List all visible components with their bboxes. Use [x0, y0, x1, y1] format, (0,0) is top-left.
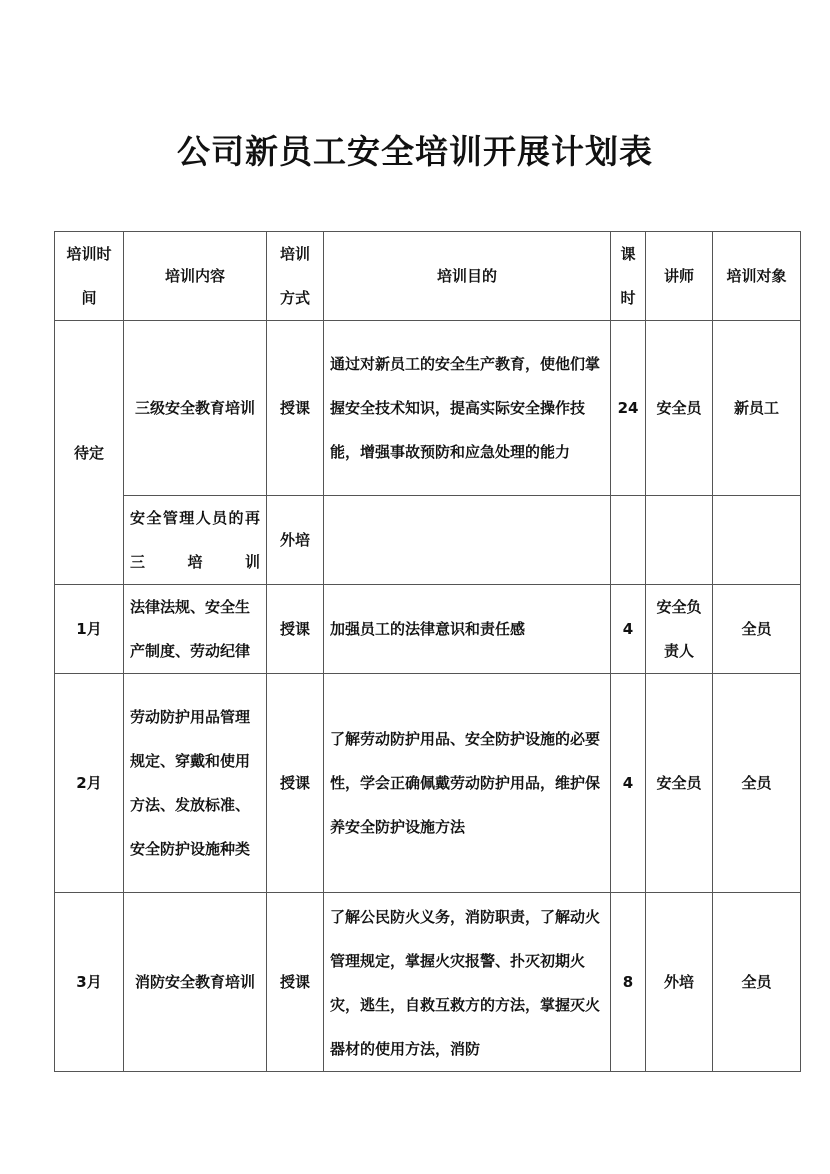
cell-audience: 全员 [713, 674, 801, 893]
cell-audience: 全员 [713, 585, 801, 674]
cell-time: 待定 [55, 321, 124, 585]
header-method: 培训方式 [267, 232, 324, 321]
cell-hours: 24 [611, 321, 646, 496]
cell-content: 三级安全教育培训 [124, 321, 267, 496]
header-audience: 培训对象 [713, 232, 801, 321]
header-hours: 课时 [611, 232, 646, 321]
table-row [55, 674, 801, 893]
table-row [55, 893, 801, 1072]
cell-lecturer: 外培 [646, 893, 713, 1072]
cell-method: 授课 [267, 321, 324, 496]
cell-purpose: 了解劳动防护用品、安全防护设施的必要性，学会正确佩戴劳动防护用品，维护保养安全防护设施方法 [324, 674, 611, 893]
cell-purpose: 通过对新员工的安全生产教育，使他们掌握安全技术知识，提高实际安全操作技能，增强事故预防和应急处理的能力 [324, 321, 611, 496]
header-time: 培训时间 [55, 232, 124, 321]
header-purpose: 培训目的 [324, 232, 611, 321]
cell-lecturer: 安全员 [646, 674, 713, 893]
cell-lecturer: 安全负责人 [646, 585, 713, 674]
cell-content: 安全管理人员的再三培训 [124, 496, 267, 585]
header-lecturer: 讲师 [646, 232, 713, 321]
cell-method: 授课 [267, 674, 324, 893]
cell-audience: 全员 [713, 893, 801, 1072]
cell-purpose [324, 496, 611, 585]
cell-lecturer: 安全员 [646, 321, 713, 496]
table-row [55, 585, 801, 674]
table-header-row [55, 232, 801, 321]
table-row [55, 321, 801, 496]
header-content: 培训内容 [124, 232, 267, 321]
table-row [55, 496, 801, 585]
cell-content: 劳动防护用品管理规定、穿戴和使用方法、发放标准、安全防护设施种类 [124, 674, 267, 893]
cell-lecturer [646, 496, 713, 585]
cell-time: 1月 [55, 585, 124, 674]
cell-hours [611, 496, 646, 585]
cell-method: 外培 [267, 496, 324, 585]
training-plan-table [54, 231, 801, 1072]
cell-hours: 4 [611, 585, 646, 674]
cell-purpose: 加强员工的法律意识和责任感 [324, 585, 611, 674]
cell-hours: 4 [611, 674, 646, 893]
cell-purpose-text: 了解公民防火义务，消防职责，了解动火管理规定，掌握火灾报警、扑灭初期火灾，逃生，自救互救方的方法，掌握灭火器材的使用方法，消防 [330, 908, 601, 1058]
cell-content: 法律法规、安全生产制度、劳动纪律 [124, 585, 267, 674]
cell-time: 2月 [55, 674, 124, 893]
cell-method: 授课 [267, 585, 324, 674]
cell-audience [713, 496, 801, 585]
cell-content: 消防安全教育培训 [124, 893, 267, 1072]
cell-purpose [324, 893, 611, 1072]
cell-hours: 8 [611, 893, 646, 1072]
cell-audience: 新员工 [713, 321, 801, 496]
page-title: 公司新员工安全培训开展计划表 [177, 132, 653, 171]
cell-time: 3月 [55, 893, 124, 1072]
cell-method: 授课 [267, 893, 324, 1072]
